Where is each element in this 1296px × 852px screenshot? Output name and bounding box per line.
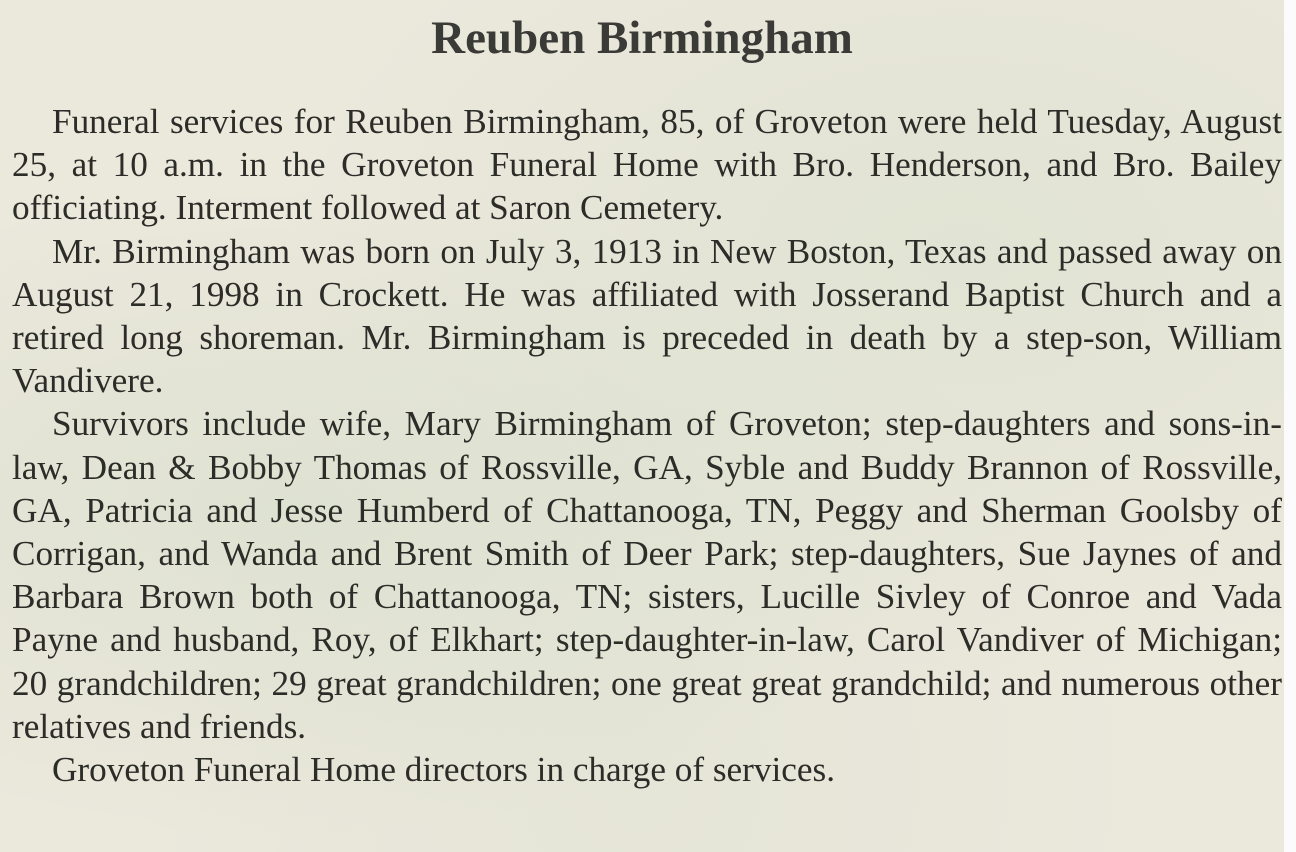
paragraph-directors: Groveton Funeral Home directors in charge of services. bbox=[52, 750, 835, 790]
paragraph-survivors: Survivors include wife, Mary Birmingham of Groveton; step-daughters and sons-in-law, Dean & Bobby Thomas of Rossville, GA, Syble and Buddy Brannon of Rossville, GA, Patricia and Jesse Humberd of Chattanooga, TN, Peggy and Sherman Goolsby of Corrigan, and Wanda and Brent Smith of Deer Park; step-daughters, Sue Jaynes of and Barbara Brown both of Chattanooga, TN; sisters, Lucille Sivley of Conroe and Vada Payne and husband, Roy, of Elkhart; step-daughter-in-law, Carol Vandiver of Michigan; 20 grandchildren; 29 great grandchildren; one great great grandchild; and numerous other relatives and friends. bbox=[12, 404, 1282, 746]
scan-edge bbox=[1284, 0, 1296, 852]
paragraph-funeral-services: Funeral services for Reuben Birmingham, 85, of Groveton were held Tuesday, August 25, at 10 a.m. in the Groveton Funeral Home with Bro. Henderson, and Bro. Bailey officiating. Interment followed at Saron Cemetery. bbox=[12, 102, 1282, 228]
paragraph-biography: Mr. Birmingham was born on July 3, 1913 in New Boston, Texas and passed away on August 21, 1998 in Crockett. He was affiliated with Josserand Baptist Church and a retired long shoreman. Mr. Birmingham is preceded in death by a step-son, William Vandivere. bbox=[12, 231, 1282, 401]
obituary-headline: Reuben Birmingham bbox=[431, 12, 853, 64]
obituary-body bbox=[12, 100, 1282, 791]
